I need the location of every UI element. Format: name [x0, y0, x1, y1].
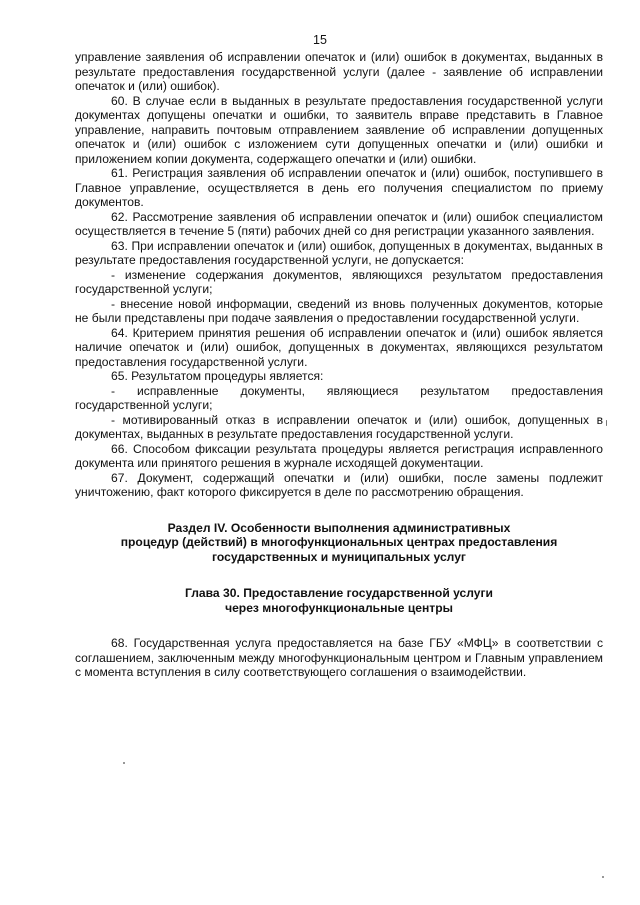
paragraph-65-item-1: - исправленные документы, являющиеся результатом предоставления государственной услуги;	[75, 383, 603, 412]
document-body	[75, 50, 603, 680]
section-heading	[75, 521, 603, 565]
paragraph-67: 67. Документ, содержащий опечатки и (или) ошибки, после замены подлежит уничтожению, факт которого фиксируется в деле по рассмотрению обращения.	[75, 470, 603, 499]
chapter-heading	[75, 586, 603, 616]
section-heading-line: государственных и муниципальных услуг	[212, 550, 466, 565]
paragraph-65-item-2: - мотивированный отказ в исправлении опечаток и (или) ошибок, допущенных в документах, выданных в результате предоставления государственной услуги.	[75, 412, 603, 441]
scan-speck	[606, 420, 607, 426]
paragraph-66: 66. Способом фиксации результата процедуры является регистрация исправленного документа или принятого решения в журнале исходящей документации.	[75, 441, 603, 470]
paragraph-62: 62. Рассмотрение заявления об исправлении опечаток и (или) ошибок специалистом осуществляется в течение 5 (пяти) рабочих дней со дня регистрации указанного заявления.	[75, 209, 603, 238]
scan-speck	[123, 762, 125, 764]
chapter-heading-line: Глава 30. Предоставление государственной услуги	[185, 585, 493, 600]
paragraph-61: 61. Регистрация заявления об исправлении опечаток и (или) ошибок, поступившего в Главное управление, осуществляется в день его получения специалистом по приему документов.	[75, 166, 603, 209]
paragraph-68: 68. Государственная услуга предоставляется на базе ГБУ «МФЦ» в соответствии с соглашением, заключенным между многофункциональным центром и Главным управлением с момента вступления в силу соответствующего соглашения о взаимодействии.	[75, 636, 603, 680]
chapter-heading-line: через многофункциональные центры	[225, 600, 453, 615]
paragraph-continuation: управление заявления об исправлении опечаток и (или) ошибок в документах, выданных в результате предоставления государственной услуги (далее - заявление об исправлении опечаток и (или) ошибок).	[75, 50, 603, 93]
page-number: 15	[313, 33, 327, 47]
paragraph-63-item-2: - внесение новой информации, сведений из вновь полученных документов, которые не были представлены при подаче заявления о предоставлении государственной услуги.	[75, 296, 603, 325]
paragraph-60: 60. В случае если в выданных в результате предоставления государственной услуги документах допущены опечатки и ошибки, то заявитель вправе представить в Главное управление, направить почтовым отправлением заявление об исправлении допущенных опечаток и (или) ошибок с изложением сути допущенных опечатки и (или) ошибки и приложением копии документа, содержащего опечатки и (или) ошибки.	[75, 93, 603, 166]
paragraph-64: 64. Критерием принятия решения об исправлении опечаток и (или) ошибок является наличие опечаток и (или) ошибок, допущенных в документах, являющихся результатом предоставления государственной услуги.	[75, 325, 603, 369]
paragraph-65: 65. Результатом процедуры является:	[111, 369, 324, 383]
section-heading-line: процедур (действий) в многофункциональных центрах предоставления	[120, 535, 558, 550]
paragraph-63-item-1: - изменение содержания документов, являющихся результатом предоставления государственной услуги;	[75, 267, 603, 296]
scan-speck	[602, 876, 604, 878]
section-heading-line: Раздел IV. Особенности выполнения административных	[167, 520, 511, 535]
paragraph-63: 63. При исправлении опечаток и (или) ошибок, допущенных в документах, выданных в результате предоставления государственной услуги, не допускается:	[75, 238, 603, 267]
